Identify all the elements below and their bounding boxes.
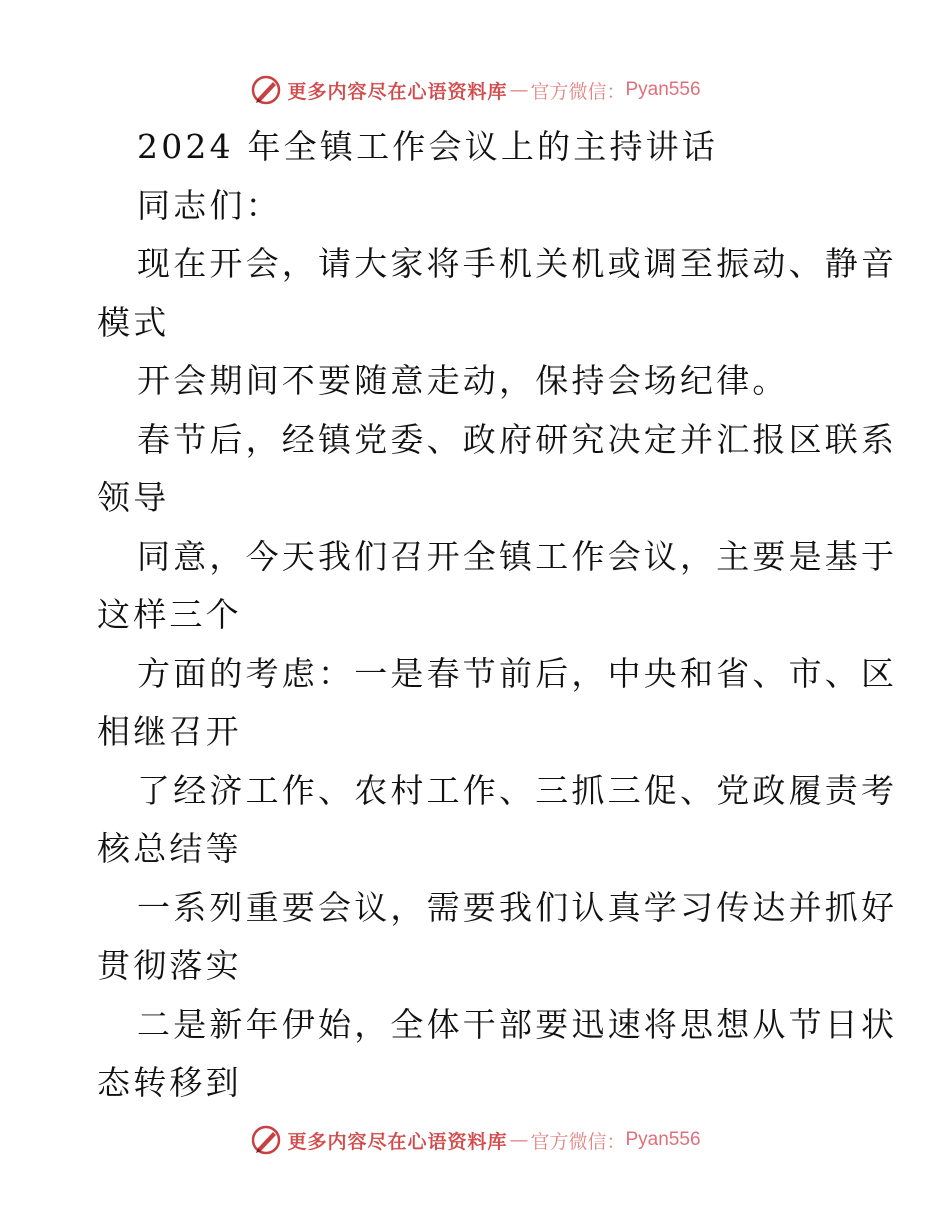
text-line: 这样三个 (97, 595, 242, 634)
footer-watermark (0, 1120, 950, 1160)
wechat-label: 官方微信： (530, 1130, 626, 1153)
text-line: 开会期间不要随意走动，保持会场纪律。 (137, 361, 789, 400)
header-watermark (0, 70, 950, 110)
text-line: 二是新年伊始，全体干部要迅速将思想从节日状 (137, 1004, 898, 1044)
document-body (97, 118, 898, 1113)
watermark-text: 更多内容尽在心语资料库 (287, 1130, 508, 1153)
pen-logo-icon (249, 1123, 283, 1157)
document-title: 2024 年全镇工作会议上的主持讲话 (137, 127, 719, 166)
wechat-label: 官方微信： (530, 80, 626, 103)
text-line: 核总结等 (97, 829, 242, 868)
text-line: 贯彻落实 (97, 946, 242, 985)
text-line: 一系列重要会议，需要我们认真学习传达并抓好 (137, 887, 898, 927)
text-line: 相继召开 (97, 712, 242, 751)
text-line: 领导 (97, 478, 170, 517)
watermark-text: 更多内容尽在心语资料库 (287, 80, 508, 103)
salutation: 同志们： (137, 185, 282, 225)
text-line: 态转移到 (97, 1063, 242, 1102)
text-line: 同意，今天我们召开全镇工作会议，主要是基于 (137, 536, 898, 576)
wechat-id: Pyan556 (625, 1129, 701, 1150)
text-line: 模式 (97, 302, 170, 342)
text-line: 了经济工作、农村工作、三抓三促、党政履责考 (137, 770, 898, 810)
text-line: 春节后，经镇党委、政府研究决定并汇报区联系 (137, 419, 898, 459)
pen-logo-icon (249, 73, 283, 107)
text-line: 现在开会，请大家将手机关机或调至振动、静音 (137, 244, 898, 283)
watermark-separator: — (509, 79, 529, 101)
text-line: 方面的考虑：一是春节前后，中央和省、市、区 (137, 653, 898, 693)
wechat-id: Pyan556 (625, 79, 701, 100)
watermark-separator: — (509, 1129, 529, 1151)
